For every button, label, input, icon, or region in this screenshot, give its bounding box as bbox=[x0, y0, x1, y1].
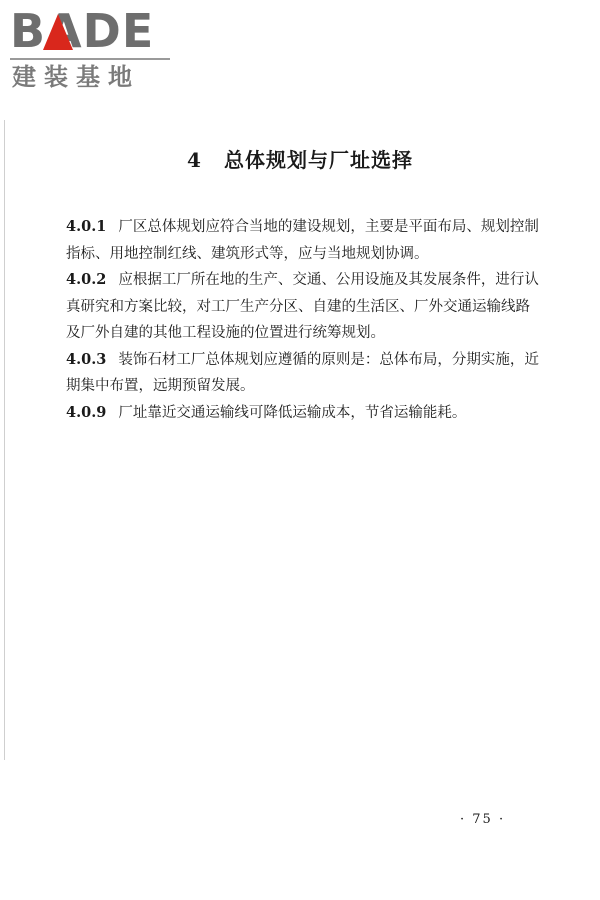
logo-subtitle: 建装基地 bbox=[12, 63, 140, 91]
page-number: · 75 · bbox=[460, 812, 506, 827]
clause-number: 4.0.2 bbox=[66, 271, 107, 288]
clause-number: 4.0.9 bbox=[66, 403, 107, 421]
clause-list bbox=[66, 214, 544, 426]
clause-text: 厂址靠近交通运输线可降低运输成本，节省运输能耗。 bbox=[118, 404, 467, 421]
logo-word: BADE bbox=[10, 4, 155, 58]
clause-text: 厂区总体规划应符合当地的建设规划，主要是平面布局、规划控制指标、用地控制红线、建筑形式等，应与当地规划协调。 bbox=[66, 219, 539, 262]
chapter-title bbox=[0, 144, 600, 173]
clause-text: 装饰石材工厂总体规划应遵循的原则是：总体布局，分期实施，近期集中布置，远期预留发展。 bbox=[66, 351, 539, 394]
clause-4-0-1 bbox=[66, 214, 544, 267]
clause-text: 应根据工厂所在地的生产、交通、公用设施及其发展条件，进行认真研究和方案比较，对工厂生产分区、自建的生活区、厂外交通运输线路及厂外自建的其他工程设施的位置进行统筹规划。 bbox=[66, 272, 539, 341]
logo-divider bbox=[10, 58, 170, 60]
clause-number: 4.0.3 bbox=[66, 350, 107, 368]
logo-triangle-icon bbox=[43, 14, 73, 50]
page-edge bbox=[4, 120, 5, 760]
watermark-logo bbox=[10, 6, 175, 91]
clause-4-0-9 bbox=[66, 400, 544, 427]
clause-4-0-2 bbox=[66, 267, 544, 347]
clause-4-0-3 bbox=[66, 347, 544, 400]
clause-number: 4.0.1 bbox=[66, 218, 107, 235]
chapter-heading: 总体规划与厂址选择 bbox=[223, 148, 413, 172]
chapter-number: 4 bbox=[187, 148, 202, 172]
